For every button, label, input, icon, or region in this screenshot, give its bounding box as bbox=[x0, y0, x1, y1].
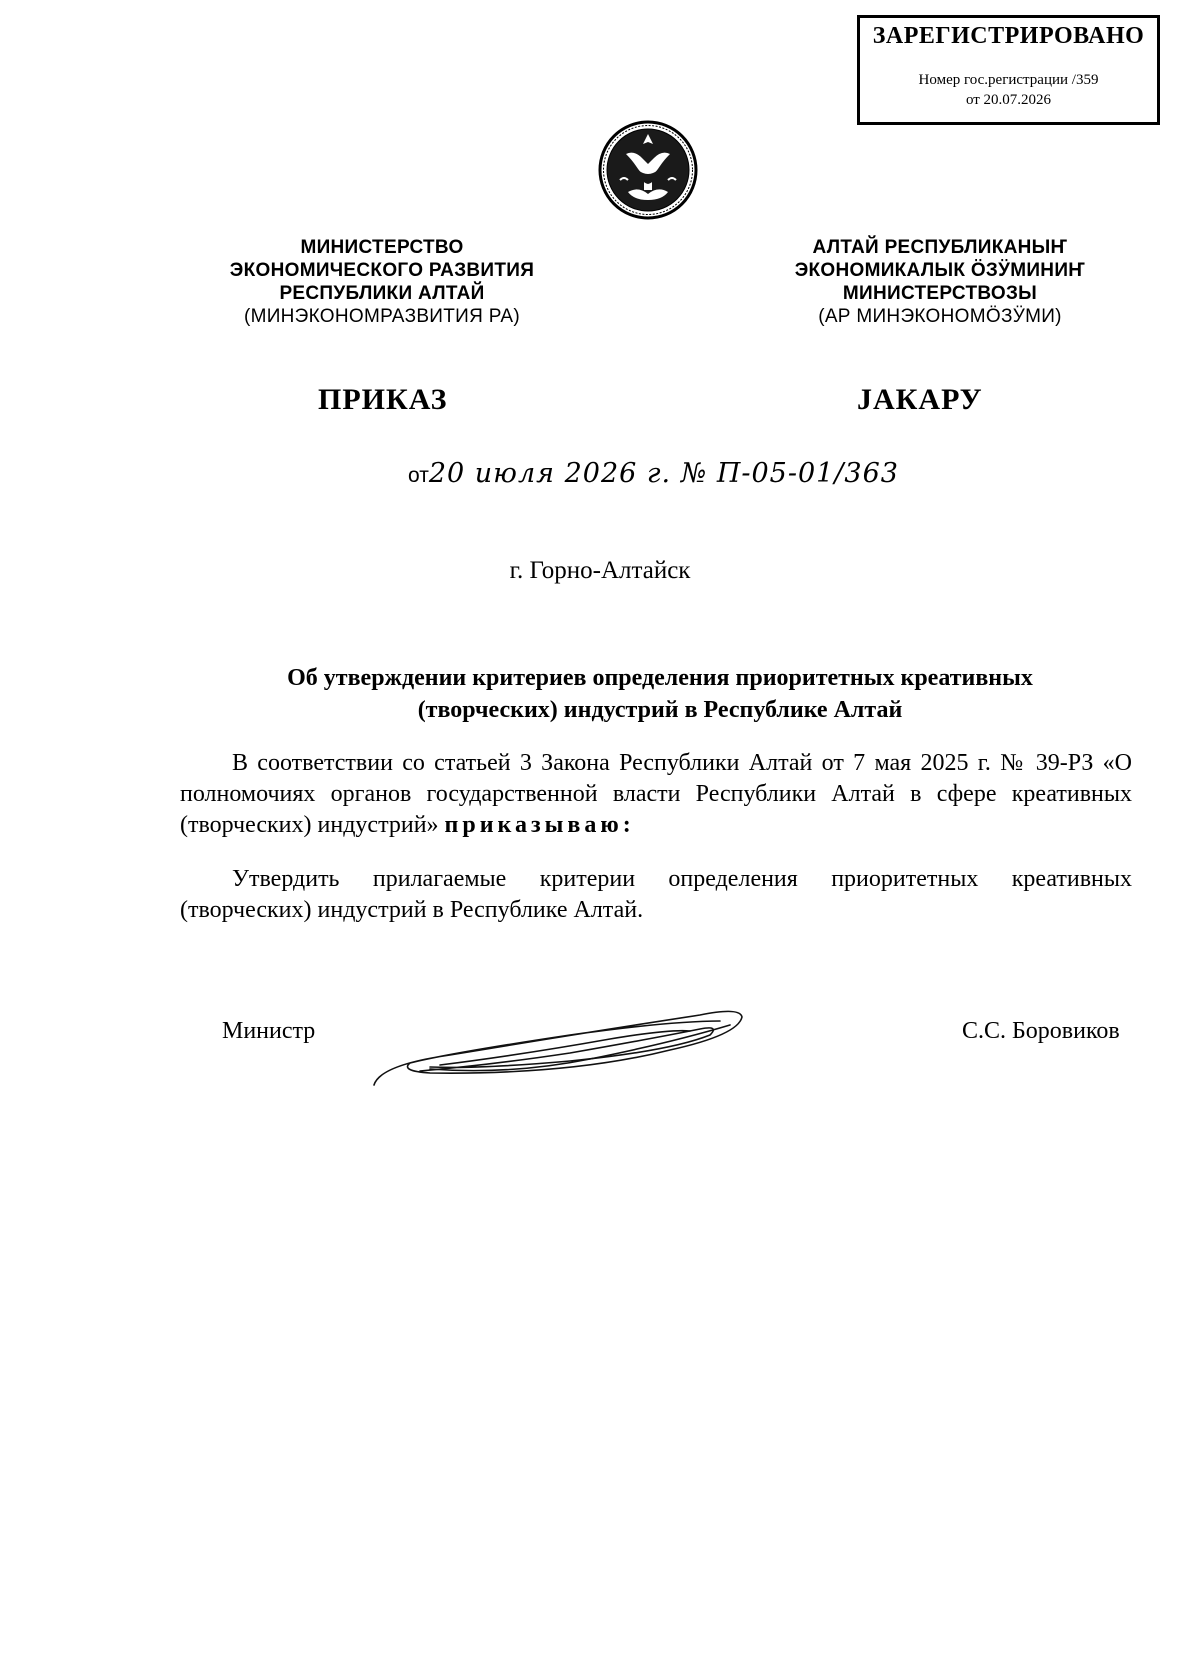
approval-text: Утвердить прилагаемые критерии определения приоритетных креативных (творческих) индустрий в Республике Алтай. bbox=[180, 866, 1132, 923]
date-prefix: от bbox=[408, 464, 429, 487]
handwritten-signature-icon bbox=[370, 995, 790, 1105]
header-alt-line3: МИНИСТЕРСТВОЗЫ bbox=[842, 283, 1038, 304]
city-name: г. Горно-Алтайск bbox=[509, 557, 691, 584]
ministry-header-ru bbox=[162, 236, 602, 328]
header-alt-line1: АЛТАЙ РЕСПУБЛИКАНЫҤ bbox=[812, 237, 1068, 258]
signatory-position: Министр bbox=[222, 1018, 316, 1044]
preamble-text: В соответствии со статьей 3 Закона Республики Алтай от 7 мая 2025 г. № 39-РЗ «О полномочиях органов государственной власти Республики Алтай в сфере креативных (творческих) индустрий» bbox=[180, 750, 1132, 838]
subject-line1: Об утверждении критериев определения приоритетных креативных bbox=[287, 665, 1033, 691]
subject-line2: (творческих) индустрий в Республике Алтай bbox=[417, 697, 903, 723]
order-verb: приказываю: bbox=[444, 812, 635, 838]
header-alt-line4: (АР МИНЭКОНОМÖЗӰМИ) bbox=[818, 306, 1062, 327]
order-title-ru: ПРИКАЗ bbox=[318, 383, 448, 416]
handwritten-date-number: 20 июля 2026 г. № П-05-01/363 bbox=[428, 458, 899, 489]
header-ru-line1: МИНИСТЕРСТВО bbox=[300, 237, 464, 258]
registration-stamp bbox=[857, 15, 1160, 125]
stamp-title: ЗАРЕГИСТРИРОВАНО bbox=[872, 23, 1145, 49]
signatory-name: С.С. Боровиков bbox=[962, 1018, 1120, 1044]
header-ru-line3: РЕСПУБЛИКИ АЛТАЙ bbox=[279, 283, 485, 304]
header-ru-line2: ЭКОНОМИЧЕСКОГО РАЗВИТИЯ bbox=[229, 260, 535, 281]
header-alt-line2: ЭКОНОМИКАЛЫК ÖЗӰМИНИҤ bbox=[794, 260, 1086, 281]
preamble-paragraph bbox=[180, 748, 1132, 841]
approval-paragraph bbox=[180, 864, 1132, 926]
stamp-reg-number: Номер гос.регистрации /359 bbox=[918, 72, 1099, 88]
ministry-header-altai bbox=[720, 236, 1160, 328]
stamp-reg-date: от 20.07.2026 bbox=[965, 92, 1052, 108]
order-title-altai: JАКАРУ bbox=[857, 383, 983, 416]
order-date-number bbox=[408, 458, 899, 489]
header-ru-line4: (МИНЭКОНОМРАЗВИТИЯ РА) bbox=[243, 306, 521, 327]
altai-republic-emblem-icon bbox=[598, 120, 698, 220]
order-subject bbox=[180, 662, 1140, 726]
